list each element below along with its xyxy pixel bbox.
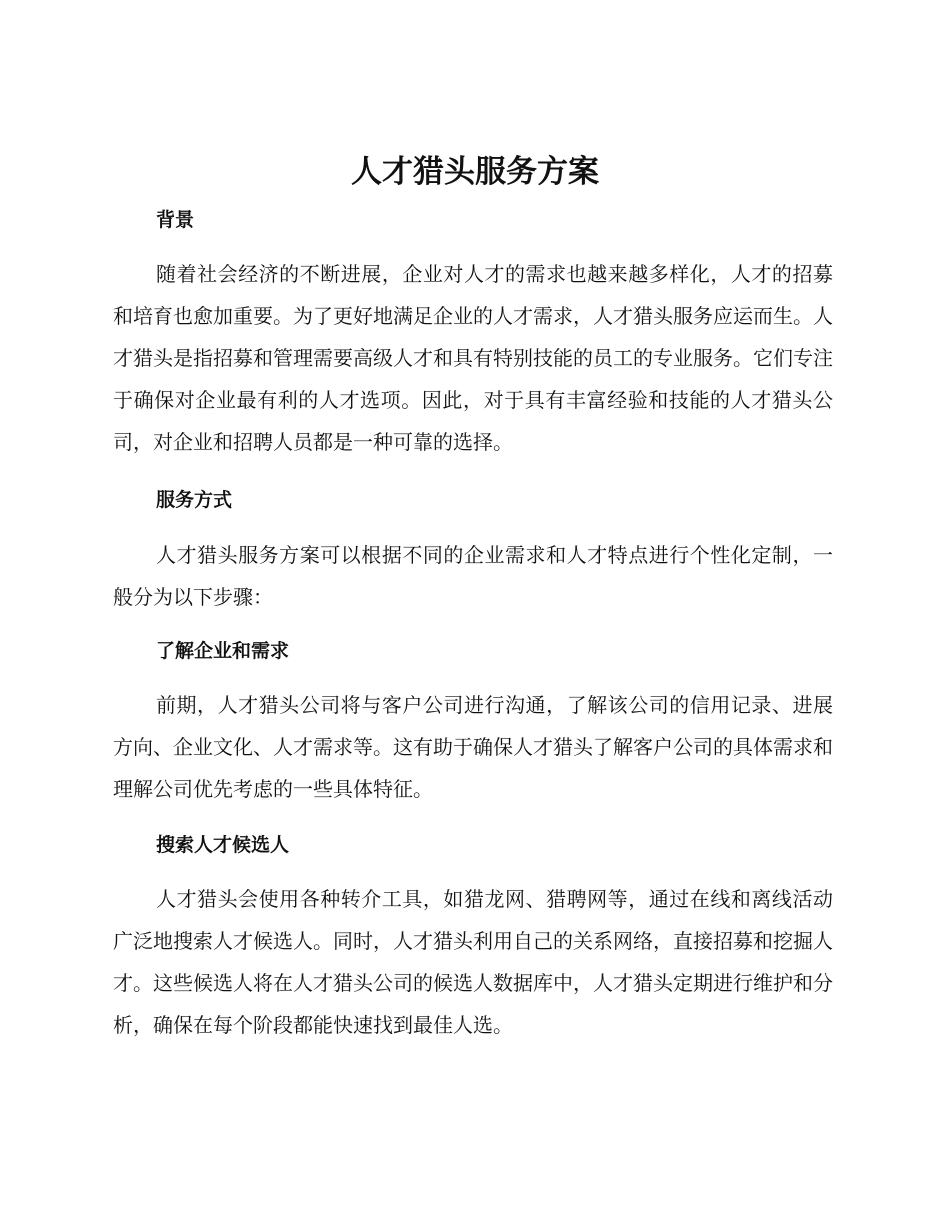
section-heading-search-candidates: 搜索人才候选人 xyxy=(156,834,290,856)
document-title: 人才猎头服务方案 xyxy=(351,154,599,190)
section-heading-service-method: 服务方式 xyxy=(156,489,233,511)
section-paragraph-background: 随着社会经济的不断进展，企业对人才的需求也越来越多样化，人才的招募和培育也愈加重要。为了更好地满足企业的人才需求，人才猎头服务应运而生。人才猎头是指招募和管理需要高级人才和具有特别技能的员工的专业服务。它们专注于确保对企业最有利的人才选项。因此，对于具有丰富经验和技能的人才猎头公司，对企业和招聘人员都是一种可靠的选择。 xyxy=(113,262,833,454)
section-paragraph-service-method: 人才猎头服务方案可以根据不同的企业需求和人才特点进行个性化定制，一般分为以下步骤： xyxy=(113,543,833,609)
section-paragraph-search-candidates: 人才猎头会使用各种转介工具，如猎龙网、猎聘网等，通过在线和离线活动广泛地搜索人才候选人。同时，人才猎头利用自己的关系网络，直接招募和挖掘人才。这些候选人将在人才猎头公司的候选人数据库中，人才猎头定期进行维护和分析，确保在每个阶段都能快速找到最佳人选。 xyxy=(113,887,833,1037)
section-heading-background: 背景 xyxy=(156,209,195,231)
section-heading-understand-needs: 了解企业和需求 xyxy=(156,640,290,662)
section-paragraph-understand-needs: 前期，人才猎头公司将与客户公司进行沟通，了解该公司的信用记录、进展方向、企业文化、人才需求等。这有助于确保人才猎头了解客户公司的具体需求和理解公司优先考虑的一些具体特征。 xyxy=(113,693,833,801)
